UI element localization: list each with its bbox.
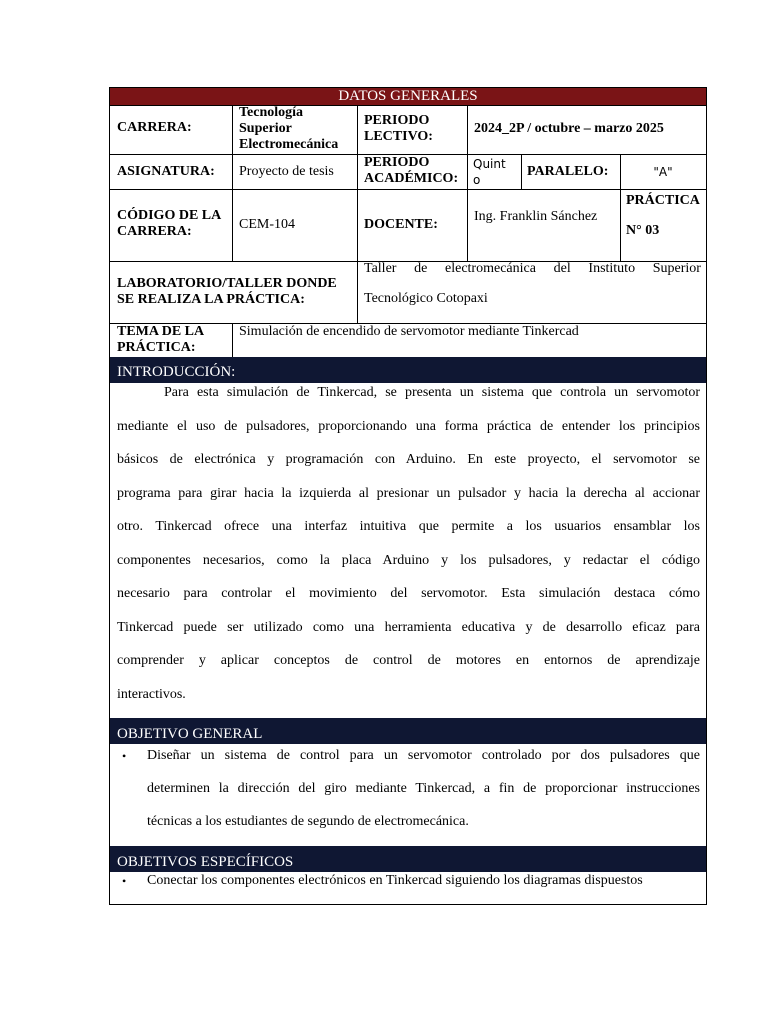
paragraph-line: básicos de electrónica y programación con Arduino. En este proyecto, el servomotor se xyxy=(117,452,700,467)
paragraph-line: programa para girar hacia la izquierda al presionar un pulsador y hacia la derecha al accionar xyxy=(117,485,700,501)
practica-label: PRÁCTICA xyxy=(626,193,700,208)
introduccion-header: INTRODUCCIÓN: xyxy=(110,357,706,383)
grid-line xyxy=(110,105,706,106)
paragraph-line: determinen la dirección del giro mediante Tinkercad, a fin de proporcionar instrucciones xyxy=(147,781,700,796)
periodo-lectivo-value: 2024_2P / octubre – marzo 2025 xyxy=(474,121,664,136)
periodo-lectivo-label: PERIODO LECTIVO: xyxy=(364,113,433,144)
tema-label: TEMA DE LA PRÁCTICA: xyxy=(117,324,205,355)
grid-line xyxy=(357,105,358,323)
paralelo-value: "A" xyxy=(653,165,673,179)
paragraph-line: componentes necesarios, como la placa Arduino y los pulsadores, y redactar el código xyxy=(117,552,700,568)
paragraph-line: otro. Tinkercad ofrece una interfaz intuitiva que permite a los usuarios ensamblar los xyxy=(117,519,700,534)
paragraph-line: Conectar los componentes electrónicos en Tinkercad siguiendo los diagramas dispuestos xyxy=(147,873,643,888)
practica-number: N° 03 xyxy=(626,223,660,238)
docente-value: Ing. Franklin Sánchez xyxy=(474,209,598,224)
codigo-label: CÓDIGO DE LA CARRERA: xyxy=(117,208,222,239)
grid-line xyxy=(232,105,233,261)
paralelo-label: PARALELO: xyxy=(527,164,609,179)
periodo-academico-value: Quint o xyxy=(473,157,506,187)
paragraph-line: necesario para controlar el movimiento del servomotor. Esta simulación destaca cómo xyxy=(117,586,700,601)
laboratorio-value-line1: Taller de electromecánica del Instituto Superior xyxy=(364,261,701,276)
grid-line xyxy=(110,189,706,190)
grid-line xyxy=(620,189,621,261)
datos-generales-header: DATOS GENERALES xyxy=(110,88,706,105)
objetivo-general-bullet: • xyxy=(122,749,127,763)
laboratorio-label: LABORATORIO/TALLER DONDE SE REALIZA LA PRÁCTICA: xyxy=(117,276,337,307)
paragraph-line: Diseñar un sistema de control para un servomotor controlado por dos pulsadores que xyxy=(147,748,700,763)
paragraph-line: Tinkercad puede ser utilizado como una herramienta educativa y de desarrollo eficaz para xyxy=(117,619,700,635)
asignatura-label: ASIGNATURA: xyxy=(117,164,215,179)
docente-label: DOCENTE: xyxy=(364,217,438,232)
carrera-label: CARRERA: xyxy=(117,120,192,135)
grid-line xyxy=(467,105,468,261)
paragraph-line: comprender y aplicar conceptos de control de motores en entornos de aprendizaje xyxy=(117,653,700,668)
paragraph-line: interactivos. xyxy=(117,686,186,702)
document-sheet xyxy=(109,87,707,905)
paragraph-line: mediante el uso de pulsadores, proporcionando una forma práctica de entender los principios xyxy=(117,418,700,434)
grid-line xyxy=(521,154,522,189)
objetivos-especificos-bullet: • xyxy=(122,874,127,888)
periodo-academico-label: PERIODO ACADÉMICO: xyxy=(364,155,459,186)
carrera-value: Tecnología Superior Electromecánica xyxy=(239,105,339,152)
codigo-value: CEM-104 xyxy=(239,217,295,232)
paragraph-line: Para esta simulación de Tinkercad, se presenta un sistema que controla un servomotor xyxy=(164,385,700,400)
objetivo-general-header: OBJETIVO GENERAL xyxy=(110,718,706,744)
laboratorio-value-line2: Tecnológico Cotopaxi xyxy=(364,291,488,306)
paragraph-line: técnicas a los estudiantes de segundo de electromecánica. xyxy=(147,814,469,829)
tema-value: Simulación de encendido de servomotor mediante Tinkercad xyxy=(239,324,579,339)
grid-line xyxy=(232,323,233,357)
asignatura-value: Proyecto de tesis xyxy=(239,164,334,179)
objetivos-especificos-header: OBJETIVOS ESPECÍFICOS xyxy=(110,846,706,872)
